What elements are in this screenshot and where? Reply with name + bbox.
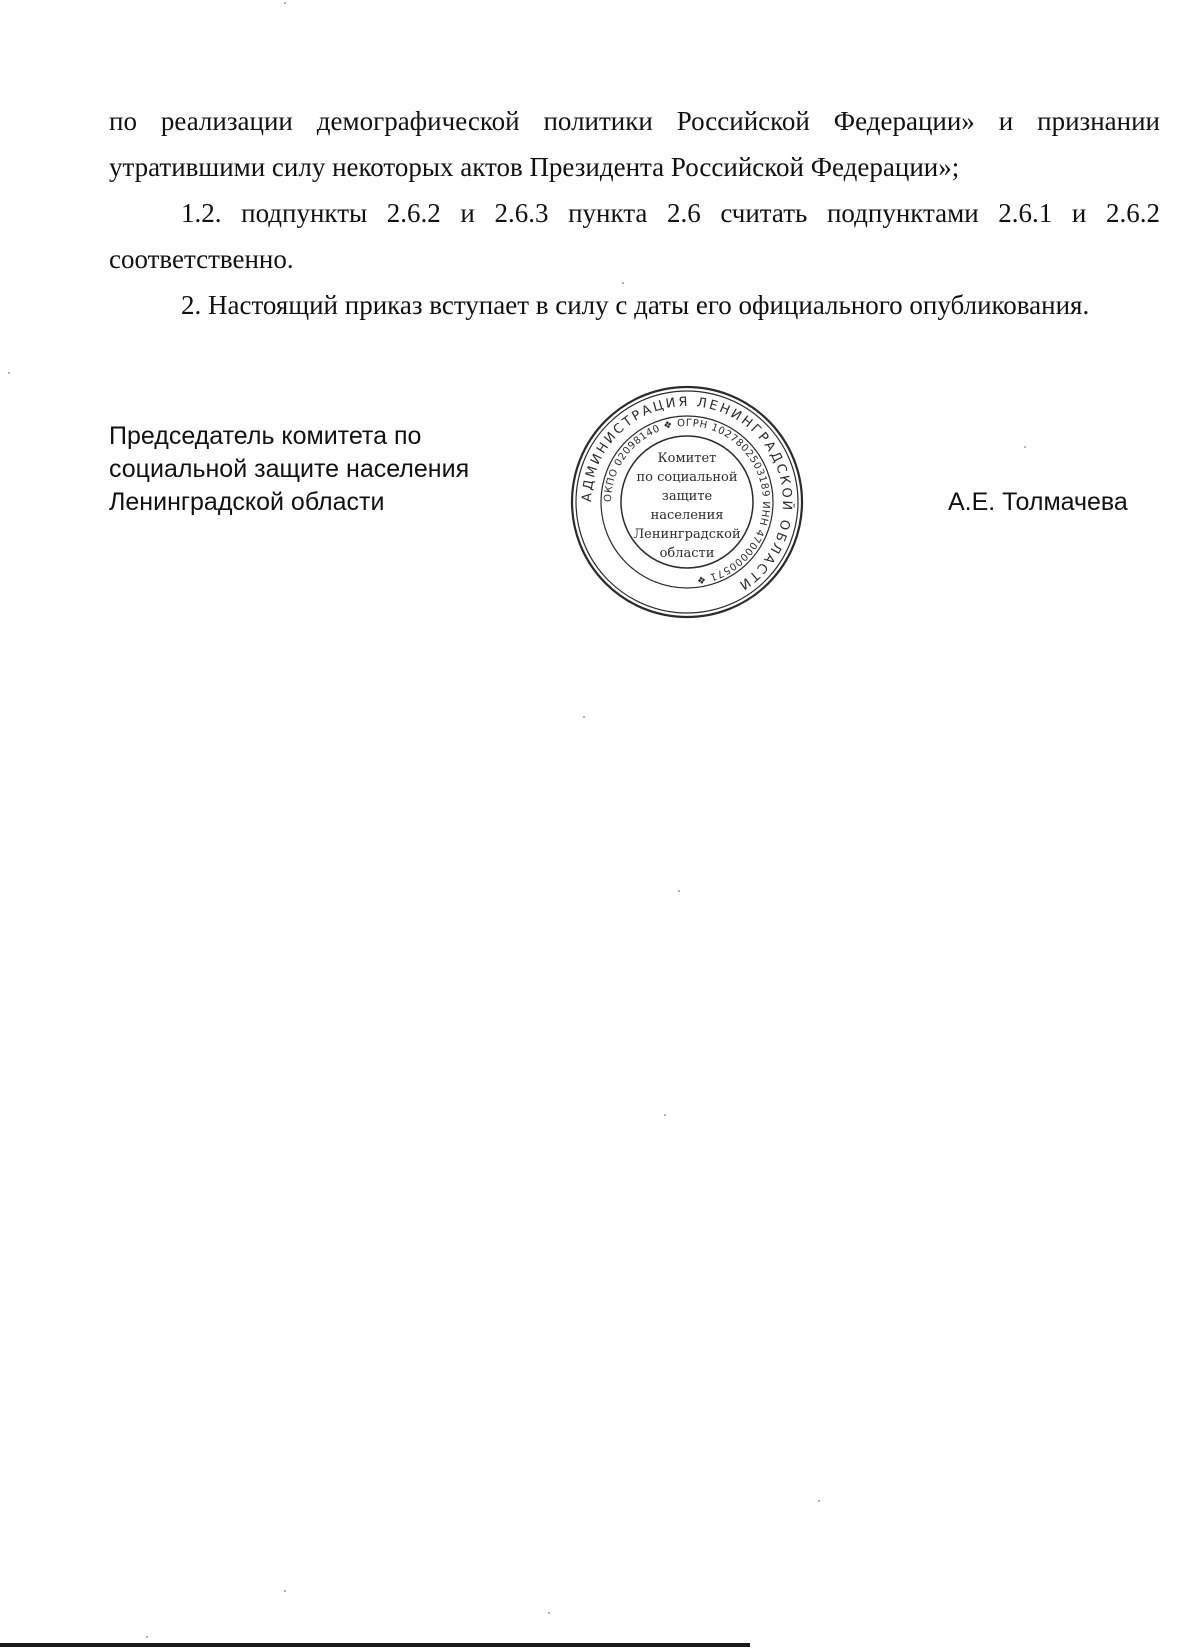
scan-speck xyxy=(664,1114,666,1116)
paragraph-2: 2. Настоящий приказ вступает в силу с даты его официального опубликования. xyxy=(181,290,1090,320)
stamp-outer-textpath: АДМИНИСТРАЦИЯ ЛЕНИНГРАДСКОЙ ОБЛАСТИ xyxy=(579,394,795,594)
scan-speck xyxy=(678,890,680,892)
stamp-center-line: населения xyxy=(650,508,724,523)
stamp-inner-textpath: ОКПО 02098140 ❖ ОГРН 1027802503189 ИНН 4700000571 ❖ xyxy=(602,417,772,586)
stamp-center-line: области xyxy=(659,546,715,561)
document-body xyxy=(109,98,1160,328)
signatory-position-line: Председатель комитета по xyxy=(109,422,422,450)
signatory-name: А.Е. Толмачева xyxy=(948,488,1128,516)
signatory-position-line: социальной защите населения xyxy=(109,455,470,483)
stamp-center-line: Комитет xyxy=(657,451,717,466)
stamp-center-line: защите xyxy=(661,489,713,504)
paragraph-1-2: 1.2. подпункты 2.6.2 и 2.6.3 пункта 2.6 считать подпунктами 2.6.1 и 2.6.2 соответственно. xyxy=(109,198,1160,274)
scan-speck xyxy=(583,716,585,718)
stamp-center-line: по социальной xyxy=(636,470,738,485)
signatory-position xyxy=(109,420,539,519)
scan-speck xyxy=(284,2,286,4)
scan-speck xyxy=(548,1612,550,1614)
scan-speck xyxy=(1024,446,1026,448)
official-seal-stamp xyxy=(569,384,805,620)
scan-bottom-edge xyxy=(0,1643,750,1647)
scan-speck xyxy=(146,1636,148,1638)
signatory-position-line: Ленинградской области xyxy=(109,488,385,516)
scan-speck xyxy=(284,1590,286,1592)
stamp-center-line: Ленинградской xyxy=(633,527,741,542)
paragraph-continuation: по реализации демографической политики Российской Федерации» и признании утратившими силу некоторых актов Президента Российской Федерации»; xyxy=(109,106,1160,182)
scan-speck xyxy=(8,372,10,374)
scan-speck xyxy=(622,282,624,284)
scan-speck xyxy=(818,1500,820,1502)
